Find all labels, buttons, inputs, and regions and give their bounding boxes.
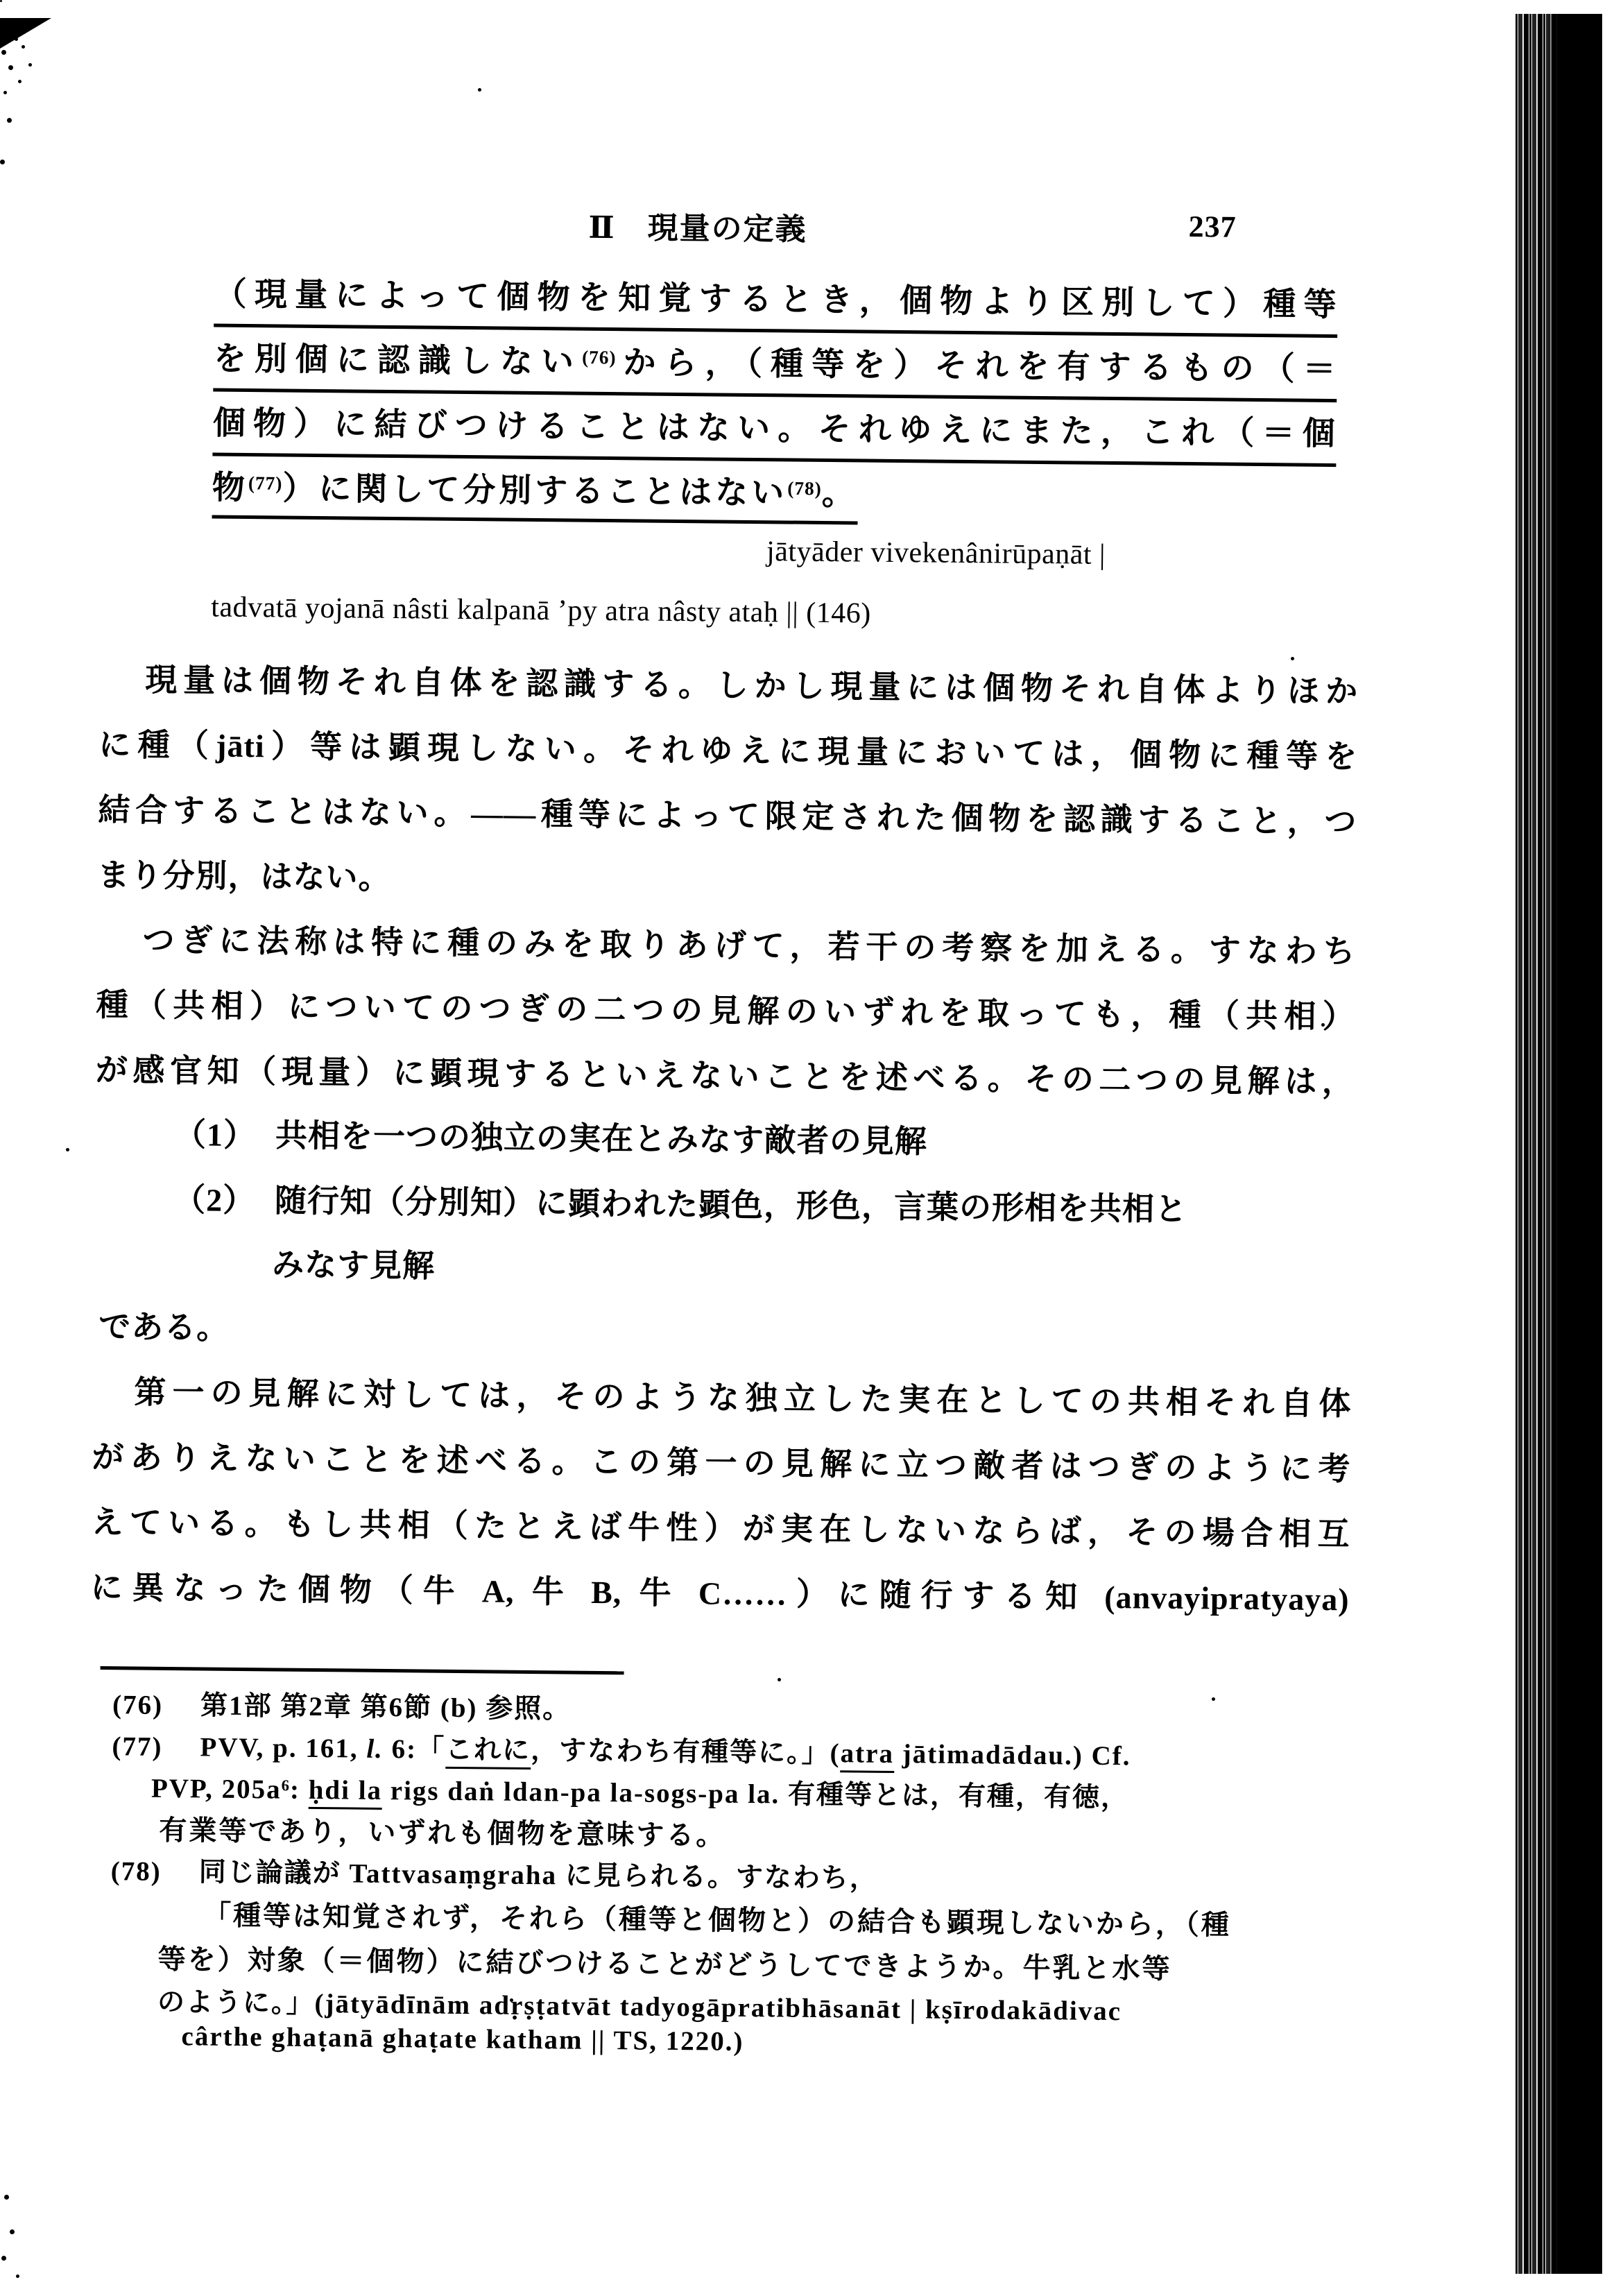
footnote-77-line-1: [112, 1724, 1131, 1773]
paragraph-2-closing: である。: [98, 1309, 230, 1346]
quote-line-1: （現量によって個物を知覚するとき，個物より区別して）種等: [214, 268, 1338, 339]
footnote-77-underlined-tib: ḥdi la: [308, 1775, 382, 1810]
footnote-77-line-2: [151, 1767, 1130, 1815]
list-item-2: [173, 1174, 1188, 1230]
paragraph-2-line-1: つぎに法称は特に種のみを取りあげて，若干の考察を加える。すなわち: [142, 922, 1356, 970]
footnote-76: [112, 1683, 572, 1726]
footnote-77-folio-sup: 6: [281, 1776, 291, 1794]
footnote-77-text-3: ，すなわち有種等に。」(: [530, 1736, 841, 1769]
list-item-1: [174, 1109, 928, 1162]
running-header-title: Ⅱ 現量の定義: [588, 210, 807, 247]
footnote-77-line-3: 有業等であり，いずれも個物を意味する。: [159, 1814, 726, 1851]
book-page-edge-shadow: [1515, 14, 1602, 2274]
verse-line-2: tadvatā yojanā nâsti kalpanā ’py atra nâsty ataḥ || (146): [211, 591, 871, 630]
footnote-77-text-4: jātimadādau.) Cf.: [893, 1739, 1131, 1772]
paragraph-3-line-1: 第一の見解に対しては，そのような独立した実在としての共相それ自体: [134, 1374, 1352, 1422]
footnote-ref-78: (78): [787, 477, 822, 499]
verse-line-1: jātyāder vivekenânirūpaṇāt |: [766, 536, 1106, 571]
footnote-ref-76: (76): [582, 347, 617, 368]
paragraph-2-line-3: が感官知（現量）に顕現するといえないことを述べる。その二つの見解は，: [95, 1052, 1355, 1100]
list-item-1-number: （1）: [173, 1117, 257, 1154]
footnote-77-label: (77): [112, 1731, 163, 1762]
footnote-78-line-1: [111, 1849, 879, 1896]
footnote-76-label: (76): [112, 1690, 164, 1720]
paragraph-2-line-2: 種（共相）についてのつぎの二つの見解のいずれを取っても，種（共相）: [96, 986, 1355, 1035]
paragraph-3-line-2: がありえないことを述べる。この第一の見解に立つ敵者はつぎのように考: [92, 1439, 1351, 1487]
footnote-78-line-4: のように。」(jātyādīnām adṛṣṭatvāt tadyogāpratibhāsanāt | kṣīrodakādivac: [157, 1987, 1122, 2027]
list-item-2-continuation: みなす見解: [271, 1246, 436, 1284]
paragraph-1-line-2: に種（jāti）等は顕現しない。それゆえに現量においては，個物に種等を: [98, 726, 1358, 775]
paragraph-3-line-3: えている。もし共相（たとえば牛性）が実在しないならば，その場合相互: [91, 1504, 1350, 1552]
paragraph-1-line-3: 結合することはない。——種等によって限定された個物を認識すること，つ: [98, 791, 1357, 840]
list-item-2-number: （2）: [173, 1182, 256, 1219]
footnote-77-line-abbrev: l.: [366, 1733, 384, 1764]
quote-line-4-text: 物: [212, 470, 249, 507]
footnote-77-underlined-jp: これに: [445, 1735, 531, 1770]
quote-line-2: [213, 333, 1337, 403]
quote-line-3: 個物）に結びつけることはない。それゆえにまた，これ（＝個: [212, 397, 1337, 468]
quote-line-4: [212, 462, 858, 515]
footnote-78-line-2: 「種等は知覚されず，それら（種等と個物と）の結合も顕現しないから，（種: [203, 1899, 1232, 1941]
list-item-2-text: 随行知（分別知）に顕われた顕色，形色，言葉の形相を共相と: [274, 1183, 1188, 1228]
quote-line-4-text-mid: ）に関して分別することはない: [282, 470, 788, 512]
footnote-77-text: PVV, p. 161,: [200, 1732, 367, 1764]
quote-line-2-text: を別個に認識しない: [213, 341, 583, 381]
footnote-78-text: 同じ論議が Tattvasaṃgraha に見られる。すなわち，: [198, 1857, 879, 1894]
scan-corner-artifact: [0, 18, 51, 49]
footnote-78-line-3: 等を）対象（＝個物）に結びつけることがどうしてできようか。牛乳と水等: [157, 1943, 1172, 1985]
list-item-1-text: 共相を一つの独立の実在とみなす敵者の見解: [275, 1117, 928, 1160]
footnote-separator-rule: [101, 1666, 624, 1674]
quote-line-2-text-cont: から，（種等を）それを有するもの（＝: [616, 345, 1337, 388]
footnote-77-tibetan: rigs daṅ ldan-pa la-sogs-pa la. 有種等とは，有種，有徳，: [381, 1775, 1130, 1813]
footnote-78-line-5: cârthe ghaṭanā ghaṭate katham || TS, 1220.): [181, 2021, 744, 2057]
quote-line-4-text-end: 。: [821, 475, 858, 513]
quote-line-4-underlined: [212, 470, 858, 525]
footnote-77-colon: :: [289, 1774, 309, 1805]
page-content: [85, 194, 1363, 2259]
paragraph-1-line-4: まり分別，はない。: [97, 857, 391, 896]
footnote-78-label: (78): [110, 1856, 162, 1887]
scan-noise-speckles: [0, 0, 2, 2]
paragraph-3-line-4: に異なった個物（牛 A, 牛 B, 牛 C……）に随行する知 (anvayipratyaya): [90, 1569, 1350, 1618]
paragraph-1-line-1: 現量は個物それ自体を認識する。しかし現量には個物それ自体よりほか: [145, 662, 1359, 710]
page-number: 237: [1188, 209, 1237, 244]
footnote-ref-77: (77): [248, 472, 283, 494]
footnote-77-underlined-skt: atra: [840, 1738, 894, 1773]
footnote-77-pvp: PVP, 205a: [151, 1773, 282, 1805]
footnote-77-text-2: 6:「: [383, 1733, 446, 1765]
footnote-76-text: 第1部 第2章 第6節 (b) 参照。: [200, 1690, 572, 1724]
